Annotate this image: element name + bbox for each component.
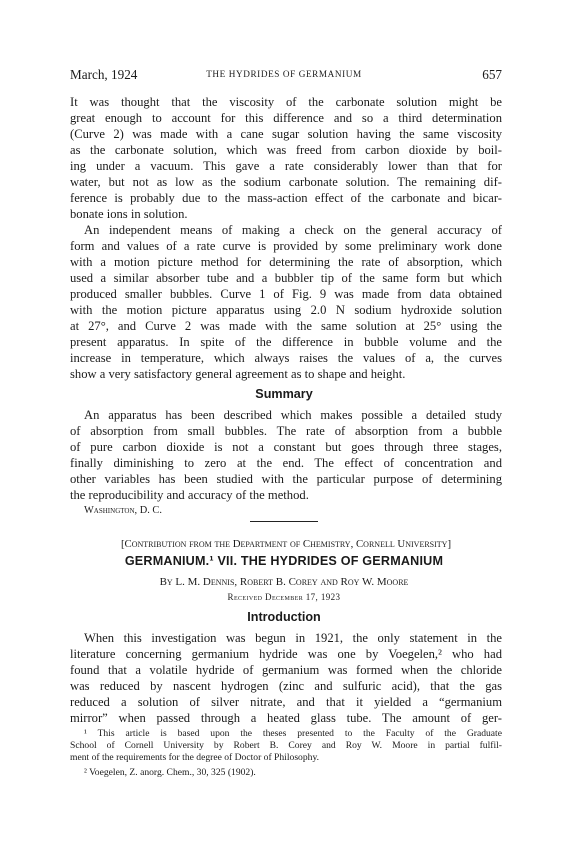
body-line: at 27°, and Curve 2 was made with the same solution at 25° using the	[70, 319, 502, 333]
body-line: (Curve 2) was made with a cane sugar solution having the same viscosity	[70, 127, 502, 141]
body-line: increase in temperature, which always raises the values of a, the curves	[70, 351, 502, 365]
header-date: March, 1924	[70, 67, 138, 82]
contribution-note: [Contribution from the Department of Chemistry, Cornell University]	[120, 538, 452, 550]
byline: By L. M. Dennis, Robert B. Corey and Roy W. Moore	[159, 576, 409, 588]
body-line: present apparatus. In spite of the difference in bubble volume and the	[70, 335, 502, 349]
footnote-line: ² Voegelen, Z. anorg. Chem., 30, 325 (1902).	[84, 767, 256, 778]
section-divider	[250, 521, 318, 522]
intro-line: was reduced by nascent hydrogen (zinc and sulfuric acid), that the gas	[70, 679, 502, 693]
page-number: 657	[482, 67, 502, 82]
footnote-line: ment of the requirements for the degree of Doctor of Philosophy.	[70, 752, 320, 763]
intro-line: literature concerning germanium hydride was one by Voegelen,² who had	[70, 647, 502, 661]
summary-line: other variables has been studied with the particular purpose of determining	[70, 472, 502, 486]
summary-line: the reproducibility and accuracy of the method.	[70, 488, 309, 502]
summary-line: of pure carbon dioxide is not a constant but goes through three stages,	[70, 440, 502, 454]
body-line: with a motion picture method for determining the rate of absorption, which	[70, 255, 502, 269]
footnote-line: ¹ This article is based upon the theses presented to the Faculty of the Graduate	[84, 728, 502, 739]
body-line: water, but not as low as the sodium carbonate solution. The remaining dif-	[70, 175, 502, 189]
body-line: great enough to account for this difference and so a third determination	[70, 111, 502, 125]
received-date: Received December 17, 1923	[227, 592, 341, 602]
running-title: THE HYDRIDES OF GERMANIUM	[206, 69, 362, 79]
summary-line: An apparatus has been described which makes possible a detailed study	[84, 408, 502, 422]
summary-heading: Summary	[255, 387, 313, 401]
body-line: bonate ions in solution.	[70, 207, 188, 221]
body-line: form and values of a rate curve is provided by some preliminary work done	[70, 239, 502, 253]
summary-line: of absorption from small bubbles. The rate of absorption from a bubble	[70, 424, 502, 438]
intro-line: reduced a solution of silver nitrate, and that it yielded a “germanium	[70, 695, 502, 709]
intro-line: mirror” when passed through a heated glass tube. The amount of ger-	[70, 711, 502, 725]
body-line: An independent means of making a check on the general accuracy of	[84, 223, 502, 237]
summary-line: finally diminishing to zero at the end. The effect of concentration and	[70, 456, 502, 470]
body-line: used a similar absorber tube and a bubbler tip of the same form but which	[70, 271, 502, 285]
intro-line: When this investigation was begun in 1921, the only statement in the	[84, 631, 502, 645]
body-line: ference is probably due to the mass-action effect of the carbonate and bicar-	[70, 191, 502, 205]
body-line: produced smaller bubbles. Curve 1 of Fig. 9 was made from data obtained	[70, 287, 502, 301]
article-title: GERMANIUM.¹ VII. THE HYDRIDES OF GERMANIUM	[124, 554, 444, 568]
body-line: It was thought that the viscosity of the carbonate solution might be	[70, 95, 502, 109]
footnote-line: School of Cornell University by Robert B. Corey and Roy W. Moore in partial fulfil-	[70, 740, 502, 751]
introduction-heading: Introduction	[247, 610, 321, 624]
intro-line: found that a volatile hydride of germanium was formed when the chloride	[70, 663, 502, 677]
body-line: ing under a vacuum. This gave a rate considerably lower than that for	[70, 159, 502, 173]
location: Washington, D. C.	[84, 505, 162, 516]
body-line: as the carbonate solution, which was freed from carbon dioxide by boil-	[70, 143, 502, 157]
body-line: with the motion picture apparatus using 2.0 N sodium hydroxide solution	[70, 303, 502, 317]
body-line: show a very satisfactory general agreement as to shape and height.	[70, 367, 406, 381]
